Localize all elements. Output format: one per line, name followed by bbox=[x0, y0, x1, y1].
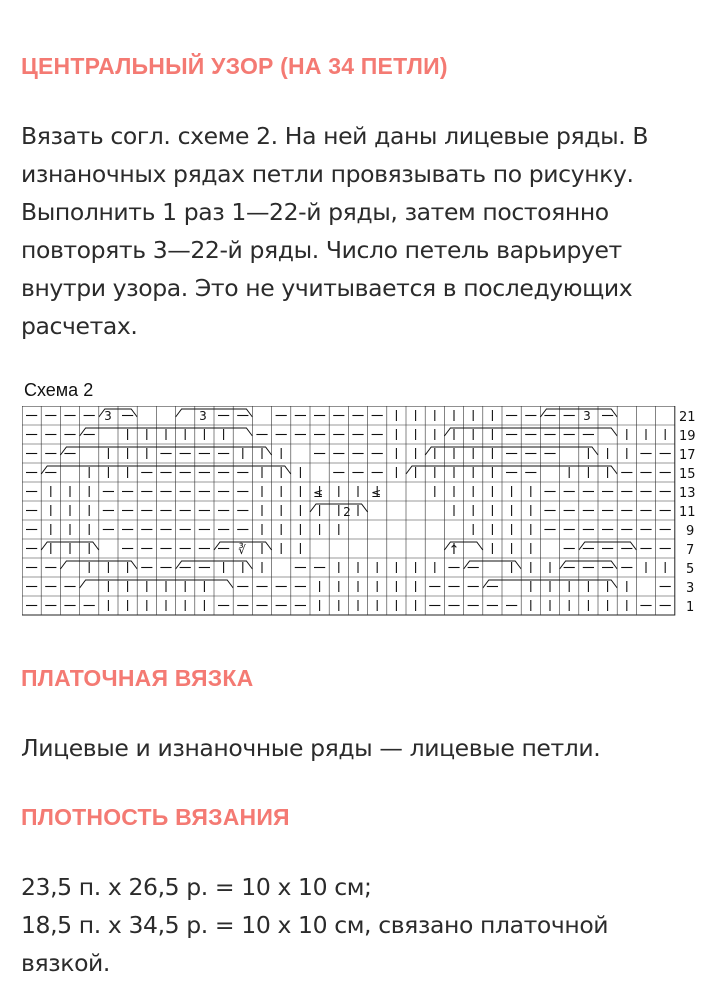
text-line: Выполнить 1 раз 1—22-й ряды, затем постоянно bbox=[21, 198, 609, 226]
chart-symbols bbox=[104, 409, 591, 558]
symbol-3: 3 bbox=[104, 409, 112, 423]
row-label: 7 bbox=[686, 543, 695, 558]
section-heading-garter-stitch: ПЛАТОЧНАЯ ВЯЗКА bbox=[21, 665, 254, 691]
garter-stitch-description bbox=[21, 729, 706, 767]
symbol-decrease: ≤ bbox=[370, 486, 382, 500]
gauge-description bbox=[21, 868, 706, 982]
chart-title: Схема 2 bbox=[24, 380, 94, 400]
row-label: 21 bbox=[679, 410, 696, 425]
symbol-2: 2 bbox=[343, 505, 351, 519]
section-heading-gauge: ПЛОТНОСТЬ ВЯЗАНИЯ bbox=[21, 804, 290, 830]
text-line: 23,5 п. х 26,5 р. = 10 х 10 см; bbox=[21, 873, 372, 901]
row-label: 1 bbox=[686, 600, 695, 615]
text-line: вязкой. bbox=[21, 949, 110, 977]
text-line: Вязать согл. схеме 2. На ней даны лицевые ряды. В bbox=[21, 122, 649, 150]
text-line: внутри узора. Это не учитывается в последующих bbox=[21, 274, 633, 302]
symbol-decrease: ≤ bbox=[312, 486, 324, 500]
knitting-chart bbox=[22, 406, 702, 618]
text-line: расчетах. bbox=[21, 312, 138, 340]
symbol-arrow: ↑ bbox=[448, 543, 460, 558]
section-heading-central-pattern: ЦЕНТРАЛЬНЫЙ УЗОР (НА 34 ПЕТЛИ) bbox=[21, 53, 448, 79]
row-label: 9 bbox=[686, 524, 695, 539]
symbol-3: 3 bbox=[583, 409, 591, 423]
row-label: 11 bbox=[679, 505, 696, 520]
text-line: Лицевые и изнаночные ряды — лицевые петли. bbox=[21, 734, 601, 762]
text-line: повторять 3—22-й ряды. Число петель варьирует bbox=[21, 236, 622, 264]
row-label: 19 bbox=[679, 429, 696, 444]
symbol-increase: ∛ bbox=[238, 543, 246, 557]
row-label: 13 bbox=[679, 486, 696, 501]
row-label: 5 bbox=[686, 562, 695, 577]
central-pattern-description bbox=[21, 117, 706, 345]
row-label: 3 bbox=[686, 581, 695, 596]
text-line: 18,5 п. х 34,5 р. = 10 х 10 см, связано платочной bbox=[21, 911, 609, 939]
text-line: изнаночных рядах петли провязывать по рисунку. bbox=[21, 160, 634, 188]
row-label: 15 bbox=[679, 467, 696, 482]
chart-bridges bbox=[41, 409, 636, 588]
symbol-3: 3 bbox=[199, 409, 207, 423]
row-labels bbox=[679, 410, 696, 615]
row-label: 17 bbox=[679, 448, 696, 463]
